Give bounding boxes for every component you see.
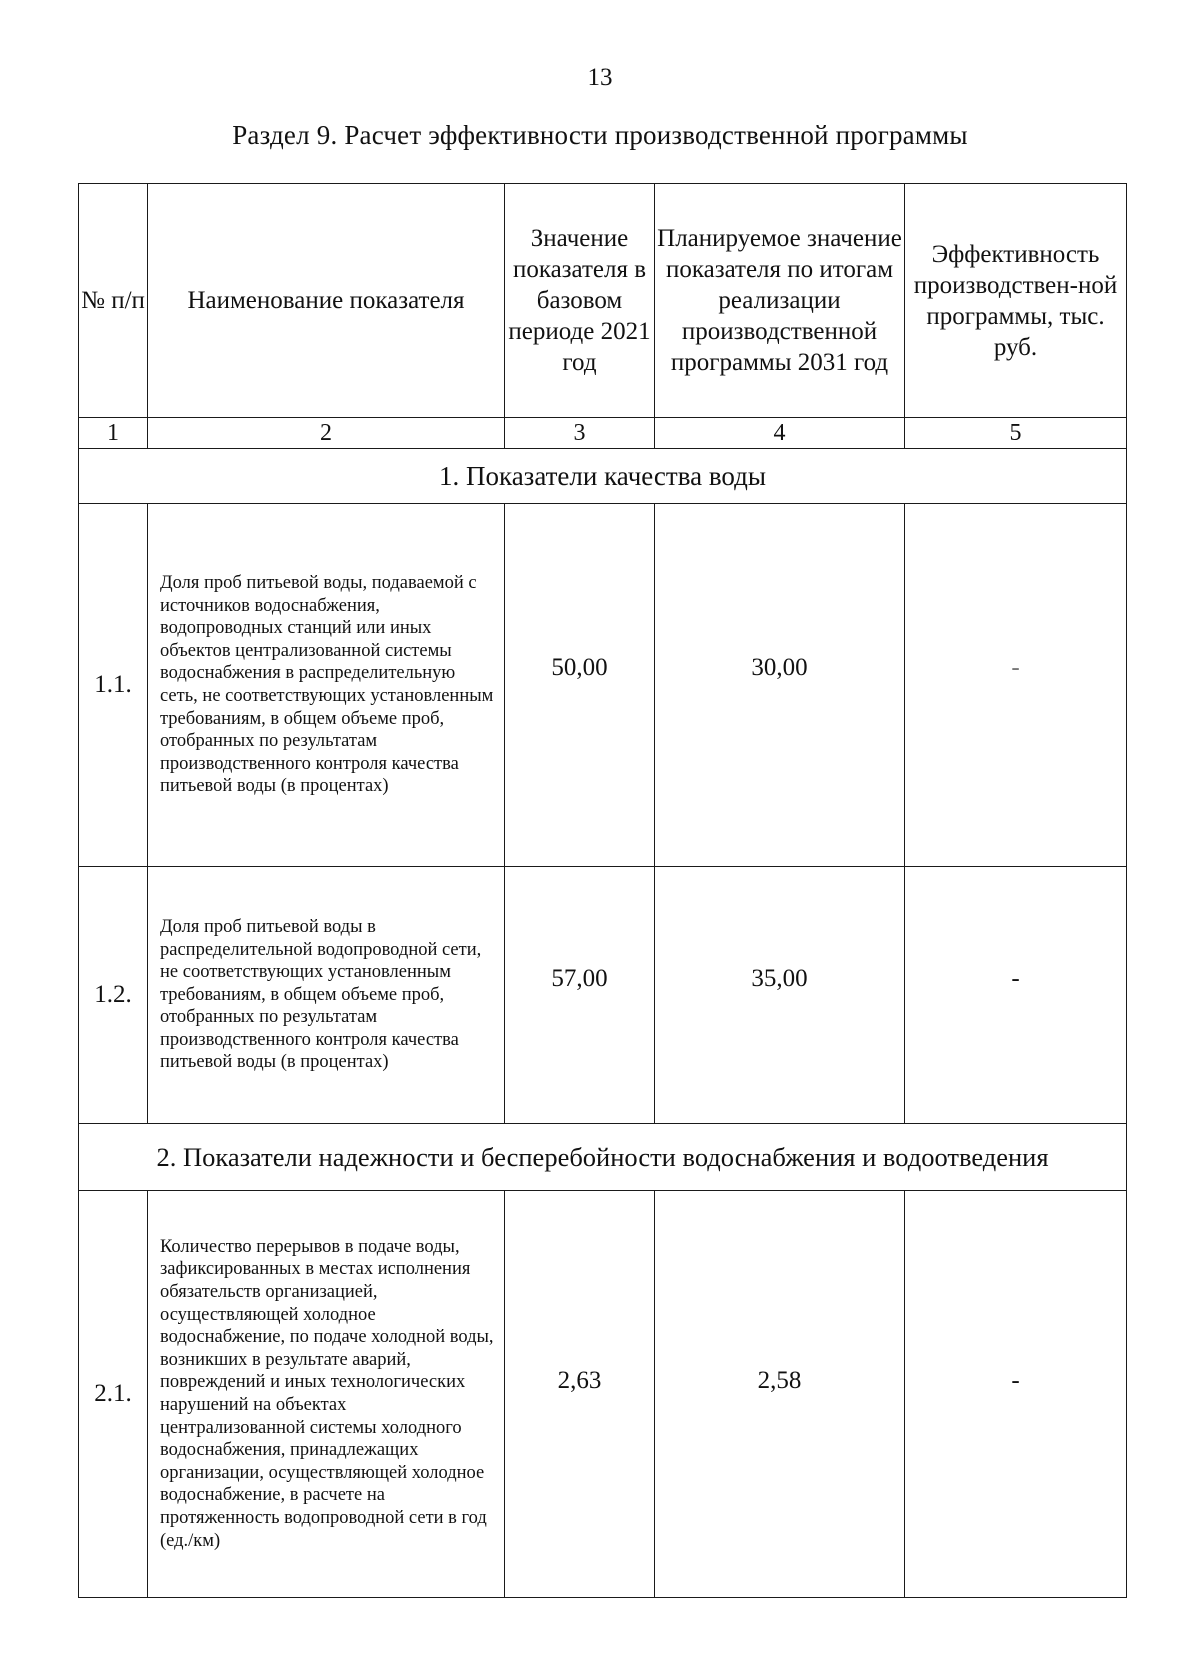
column-number: 5 <box>905 418 1127 449</box>
section-row <box>79 449 1127 504</box>
base-value-cell <box>505 1191 655 1598</box>
column-number: 2 <box>148 418 505 449</box>
table-row <box>79 1191 1127 1598</box>
planned-value-cell <box>655 1191 905 1598</box>
base-value: 57,00 <box>551 965 608 992</box>
base-value: 50,00 <box>551 654 608 681</box>
section-row <box>79 1124 1127 1191</box>
row-number: 2.1. <box>79 1191 148 1598</box>
indicator-name: Доля проб питьевой воды в распределительной водопроводной сети, не соответствующих установленным требованиям, в общем объеме проб, отобранных по результатам производственного контроля качества питьевой воды (в процентах) <box>148 867 505 1124</box>
section-heading-water-quality: 1. Показатели качества воды <box>79 449 1127 504</box>
base-value-cell <box>505 867 655 1124</box>
column-number: 4 <box>655 418 905 449</box>
efficiency-cell <box>905 867 1127 1124</box>
section-heading-reliability: 2. Показатели надежности и бесперебойности водоснабжения и водоотведения <box>79 1124 1127 1191</box>
planned-value: 35,00 <box>751 965 808 992</box>
table-row <box>79 504 1127 867</box>
planned-value-cell <box>655 504 905 867</box>
header-num: № п/п <box>79 184 148 418</box>
header-base-value: Значение показателя в базовом периоде 2021 год <box>505 184 655 418</box>
planned-value-cell <box>655 867 905 1124</box>
planned-value: 30,00 <box>751 654 808 681</box>
table-row <box>79 867 1127 1124</box>
column-number: 1 <box>79 418 148 449</box>
base-value: 2,63 <box>557 1367 602 1394</box>
section-title: Раздел 9. Расчет эффективности производственной программы <box>232 120 968 150</box>
base-value-cell <box>505 504 655 867</box>
planned-value: 2,58 <box>757 1367 802 1394</box>
header-efficiency: Эффективность производствен-ной программы, тыс. руб. <box>905 184 1127 418</box>
table-header-row <box>79 184 1127 418</box>
efficiency-cell <box>905 504 1127 867</box>
row-number: 1.2. <box>79 867 148 1124</box>
header-planned-value: Планируемое значение показателя по итогам реализации производственной программы 2031 год <box>655 184 905 418</box>
efficiency-value: - <box>1011 965 1020 992</box>
efficiency-value: - <box>1011 654 1020 681</box>
header-name: Наименование показателя <box>148 184 505 418</box>
efficiency-table <box>78 183 1127 1598</box>
column-number: 3 <box>505 418 655 449</box>
efficiency-cell <box>905 1191 1127 1598</box>
indicator-name: Количество перерывов в подаче воды, зафиксированных в местах исполнения обязательств организацией, осуществляющей холодное водоснабжение, по подаче холодной воды, возникших в результате аварий, повреждений и иных технологических нарушений на объектах централизованной системы холодного водоснабжения, принадлежащих организации, осуществляющей холодное водоснабжение, в расчете на протяженность водопроводной сети в год (ед./км) <box>148 1191 505 1598</box>
indicator-name: Доля проб питьевой воды, подаваемой с источников водоснабжения, водопроводных станций или иных объектов централизованной системы водоснабжения в распределительную сеть, не соответствующих установленным требованиям, в общем объеме проб, отобранных по результатам производственного контроля качества питьевой воды (в процентах) <box>148 504 505 867</box>
page-number: 13 <box>587 64 613 91</box>
column-number-row <box>79 418 1127 449</box>
row-number: 1.1. <box>79 504 148 867</box>
efficiency-value: - <box>1011 1367 1020 1394</box>
